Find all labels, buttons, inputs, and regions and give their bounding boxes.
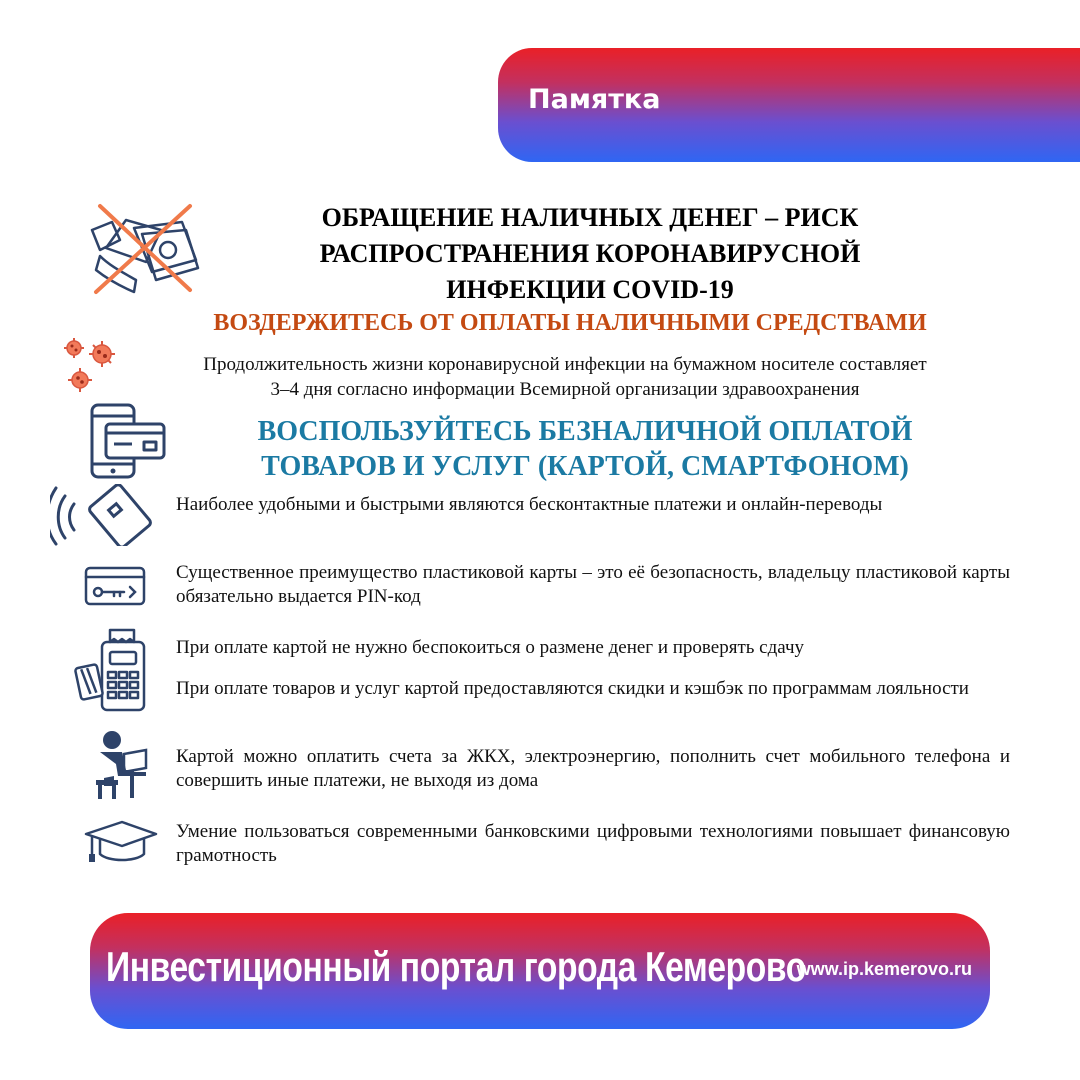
- pos-terminal-icon: [74, 628, 148, 714]
- phone-card-icon: [88, 402, 168, 480]
- page-title: [230, 200, 950, 308]
- list-item: Наиболее удобными и быстрыми являются бесконтактные платежи и онлайн-переводы: [176, 494, 883, 515]
- header-badge-label: Памятка: [528, 84, 661, 115]
- cashless-heading-line: ТОВАРОВ И УСЛУГ (КАРТОЙ, СМАРТФОНОМ): [261, 451, 909, 482]
- virus-info-line: Продолжительность жизни коронавирусной инфекции на бумажном носителе составляет: [203, 354, 927, 375]
- virus-info: [115, 352, 1015, 402]
- crossed-cash-icon: [86, 200, 210, 296]
- list-item: При оплате товаров и услуг картой предоставляются скидки и кэшбэк по программам лояльности: [176, 678, 969, 699]
- page-title-line: ОБРАЩЕНИЕ НАЛИЧНЫХ ДЕНЕГ – РИСК: [321, 203, 859, 232]
- list-item: Существенное преимущество пластиковой карты – это её безопасность, владельцу пластиковой карты обязательно выдается PIN-код: [176, 562, 1010, 607]
- list-item: При оплате картой не нужно беспокоиться о размене денег и проверять сдачу: [176, 637, 805, 658]
- footer-url[interactable]: www.ip.kemerovo.ru: [796, 959, 972, 979]
- list-item: Умение пользоваться современными банковскими цифровыми технологиями повышает финансовую грамотность: [176, 821, 1010, 866]
- person-computer-icon: [90, 730, 150, 800]
- header-badge: [498, 48, 1080, 162]
- virus-icon: [62, 336, 122, 394]
- list-item: Картой можно оплатить счета за ЖКХ, электроэнергию, пополнить счет мобильного телефона и совершить иные платежи, не выходя из дома: [176, 746, 1010, 791]
- virus-info-line: 3–4 дня согласно информации Всемирной организации здравоохранения: [270, 379, 860, 400]
- footer-banner: [90, 913, 990, 1029]
- page-title-line: РАСПРОСТРАНЕНИЯ КОРОНАВИРУСНОЙ: [319, 239, 861, 268]
- footer-title: Инвестиционный портал города Кемерово: [106, 943, 806, 990]
- card-key-icon: [84, 566, 146, 606]
- contactless-card-icon: [50, 484, 154, 546]
- cashless-heading: [180, 414, 990, 484]
- graduation-cap-icon: [84, 818, 158, 866]
- cashless-heading-line: ВОСПОЛЬЗУЙТЕСЬ БЕЗНАЛИЧНОЙ ОПЛАТОЙ: [257, 416, 913, 447]
- warning-heading: ВОЗДЕРЖИТЕСЬ ОТ ОПЛАТЫ НАЛИЧНЫМИ СРЕДСТВАМИ: [213, 310, 927, 336]
- page-title-line: ИНФЕКЦИИ COVID-19: [446, 275, 734, 304]
